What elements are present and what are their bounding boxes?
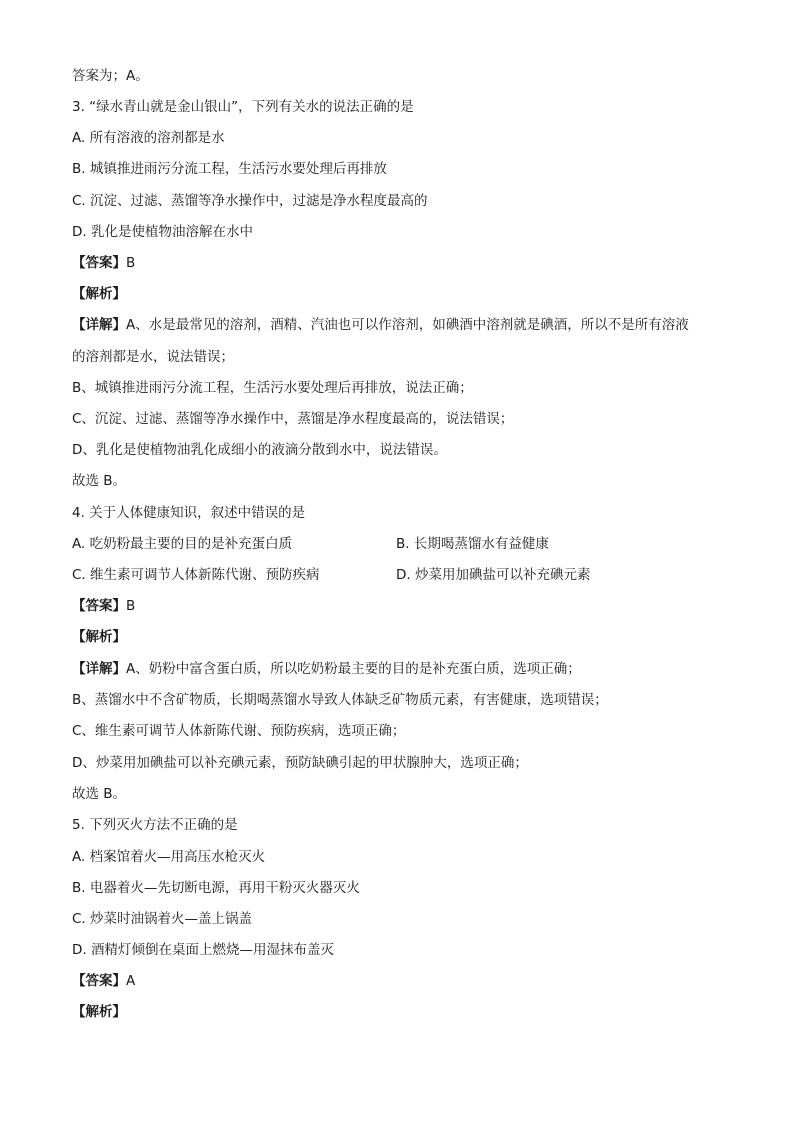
q4-analysis-label: 【解析】 — [72, 629, 126, 645]
q4-detail-text-1: A、奶粉中富含蛋白质，所以吃奶粉最主要的目的是补充蛋白质，选项正确； — [126, 661, 581, 677]
q5-option-a: A. 档案馆着火—用高压水枪灭火 — [72, 849, 266, 865]
q4-detail-line-3: C、维生素可调节人体新陈代谢、预防疾病，选项正确； — [72, 723, 406, 739]
q5-analysis-label: 【解析】 — [72, 1004, 126, 1020]
q5-answer-label: 【答案】 — [72, 973, 126, 989]
q4-option-a: A. 吃奶粉最主要的目的是补充蛋白质 — [72, 536, 293, 552]
q3-detail-line-1 — [72, 316, 689, 334]
q4-answer — [72, 597, 135, 615]
q3-option-a: A. 所有溶液的溶剂都是水 — [72, 130, 225, 146]
q3-option-d: D. 乳化是使植物油溶解在水中 — [72, 224, 253, 240]
q3-answer-value: B — [126, 255, 136, 271]
q3-detail-label: 【详解】 — [72, 317, 126, 333]
q4-conclusion: 故选 B。 — [72, 786, 127, 802]
q3-detail-text-1: A、水是最常见的溶剂，酒精、汽油也可以作溶剂，如碘酒中溶剂就是碘酒，所以不是所有溶液 — [126, 317, 689, 333]
q3-detail-line-5: D、乳化是使植物油乳化成细小的液滴分散到水中，说法错误。 — [72, 442, 447, 458]
q4-option-c: C. 维生素可调节人体新陈代谢、预防疾病 — [72, 567, 320, 583]
q4-option-b: B. 长期喝蒸馏水有益健康 — [396, 536, 549, 552]
q3-analysis — [72, 285, 126, 303]
previous-answer: 答案为；A。 — [72, 68, 149, 84]
q3-conclusion: 故选 B。 — [72, 473, 127, 489]
q5-stem: 5. 下列灭火方法不正确的是 — [72, 817, 238, 833]
q4-stem: 4. 关于人体健康知识，叙述中错误的是 — [72, 505, 306, 521]
q4-detail-line-4: D、炒菜用加碘盐可以补充碘元素，预防缺碘引起的甲状腺肿大，选项正确； — [72, 755, 528, 771]
q5-answer — [72, 972, 135, 990]
q5-analysis — [72, 1003, 126, 1021]
q3-stem: 3. “绿水青山就是金山银山”，下列有关水的说法正确的是 — [72, 99, 414, 115]
q3-answer — [72, 254, 135, 272]
q3-answer-label: 【答案】 — [72, 255, 126, 271]
q3-detail-line-3: B、城镇推进雨污分流工程，生活污水要处理后再排放，说法正确； — [72, 380, 473, 396]
q4-answer-label: 【答案】 — [72, 598, 126, 614]
q3-option-b: B. 城镇推进雨污分流工程，生活污水要处理后再排放 — [72, 161, 387, 177]
q5-option-d: D. 酒精灯倾倒在桌面上燃烧—用湿抹布盖灭 — [72, 942, 334, 958]
q4-answer-value: B — [126, 598, 136, 614]
q4-option-d: D. 炒菜用加碘盐可以补充碘元素 — [396, 567, 591, 583]
q4-analysis — [72, 628, 126, 646]
q5-option-b: B. 电器着火—先切断电源，再用干粉灭火器灭火 — [72, 880, 360, 896]
q3-detail-line-4: C、沉淀、过滤、蒸馏等净水操作中，蒸馏是净水程度最高的，说法错误； — [72, 411, 514, 427]
q3-option-c: C. 沉淀、过滤、蒸馏等净水操作中，过滤是净水程度最高的 — [72, 193, 428, 209]
q4-detail-line-1 — [72, 660, 581, 678]
q4-detail-label: 【详解】 — [72, 661, 126, 677]
q5-answer-value: A — [126, 973, 136, 989]
q4-detail-line-2: B、蒸馏水中不含矿物质，长期喝蒸馏水导致人体缺乏矿物质元素，有害健康，选项错误； — [72, 692, 608, 708]
q3-detail-line-2: 的溶剂都是水，说法错误； — [72, 349, 234, 365]
q3-analysis-label: 【解析】 — [72, 286, 126, 302]
q5-option-c: C. 炒菜时油锅着火—盖上锅盖 — [72, 911, 253, 927]
